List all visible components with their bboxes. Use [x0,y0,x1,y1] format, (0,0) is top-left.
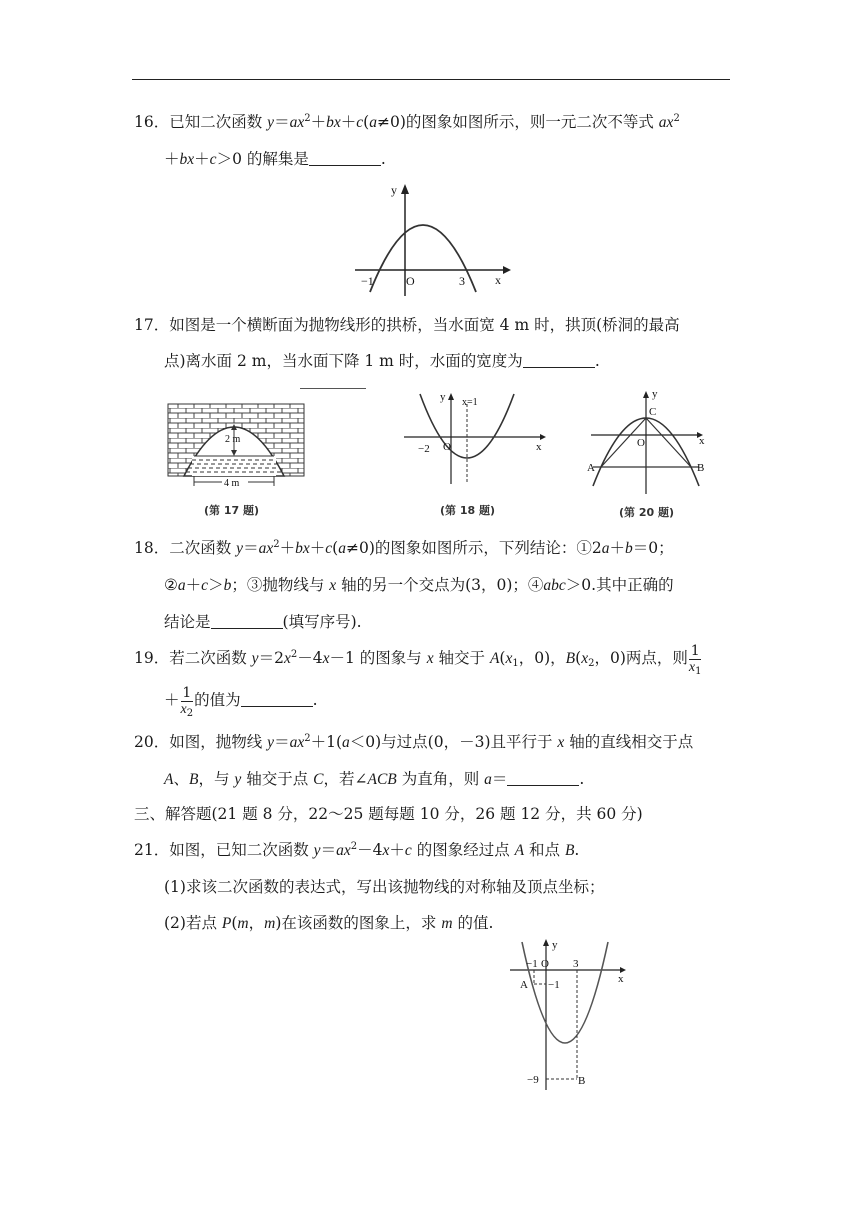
question-number: 18． [134,539,170,557]
point-b-label: B [697,462,705,474]
question-number: 20． [134,733,170,751]
point-c-label: C [649,406,657,418]
origin-label: O [637,437,645,449]
y-axis-arrow-icon [643,391,649,398]
answer-blank [241,692,313,707]
y-axis-arrow-icon [401,184,409,194]
question-number: 21． [134,841,170,859]
root-left-label: −1 [361,274,374,288]
origin-label: O [406,274,415,288]
question-number: 16． [134,113,170,131]
water-area [192,456,276,476]
question-17: 17．如图是一个横断面为抛物线形的拱桥，当水面宽 4 m 时，拱顶(桥洞的最高 点)离水面 2 m，当水面下降 1 m 时，水面的宽度为 . [134,307,734,379]
figure-20 [585,388,715,523]
height-label: 2 m [225,434,241,445]
figure-16 [345,180,515,300]
question-20: 20．如图，抛物线 $y=ax^2+1(a<0)$与过点(0，－3)且平行于 x 轴的直线相交于点 A、B，与 y 轴交于点 C，若∠ACB 为直角，则 a＝ . [134,724,734,798]
question-21: 21．如图，已知二次函数 $y=ax^2-4x+c$ 的图象经过点 A 和点 B. (1)求该二次函数的表达式，写出该抛物线的对称轴及顶点坐标； (2)若点 P(m，m)在该函数的图象上，求 m 的值. [134,832,734,942]
origin-label: O [541,958,549,970]
origin-label: O [443,441,451,453]
point-a-label: A [520,979,528,991]
point-a-label: A [587,462,595,474]
tick-3-label: 3 [573,958,579,970]
y-label: y [552,939,558,951]
x-label: x [495,273,501,287]
y-label: y [391,183,397,197]
figure-caption: (第 20 题) [619,506,675,519]
figure-21 [508,938,638,1093]
answer-blank [507,771,579,786]
x-label: x [618,973,624,985]
width-label: 4 m [224,478,240,489]
x-axis-arrow-icon [503,266,511,274]
y-label: y [440,391,446,403]
answer-blank [523,353,595,368]
x-label: x [699,435,705,447]
x-label: x [536,441,542,453]
figure-18 [400,392,550,522]
point-b-label: B [578,1075,586,1087]
figure-caption: (第 18 题) [440,504,496,517]
section-heading: 三、解答题(21 题 8 分，22～25 题每题 10 分，26 题 12 分，共 60 分) [134,805,643,823]
y-label: y [652,388,658,400]
x-axis-arrow-icon [540,434,546,440]
answer-blank [211,614,283,629]
figure-17 [166,398,306,528]
question-number: 17． [134,316,170,334]
root-label: −2 [418,443,430,455]
question-18: 18．二次函数 $y=ax^2+bx+c(a\ne 0)$的图象如图所示，下列结论：①2a＋b＝0； ②a＋c＞b；③抛物线与 x 轴的另一个交点为(3，0)；④abc＞0.其中正确的 结论是 (填写序号). [134,530,734,640]
short-rule [300,388,366,389]
question-16: 16．已知二次函数 $y=ax^2+bx+c(a\ne 0)$的图象如图所示，则一元二次不等式 $ax^2$ ＋bx＋c＞0 的解集是 . [134,104,734,178]
tick-neg1-label: −1 [526,958,538,970]
figure-caption: (第 17 题) [204,504,260,517]
question-21-part-1: (1)求该二次函数的表达式，写出该抛物线的对称轴及顶点坐标； [164,878,605,896]
y-axis-arrow-icon [448,393,454,400]
question-number: 19． [134,649,170,667]
y-axis-arrow-icon [543,939,549,946]
question-19: 19．若二次函数 $y=2x^2-4x-1$ 的图象与 x 轴交于 $A(x_1$，0)，$B(x_2$，0)两点，则 $\frac{1}{x_1}$ ＋ $\frac{1}{x_2}$ 的值为 . [134,640,734,723]
question-21-part-2: (2)若点 P(m，m)在该函数的图象上，求 m 的值. [164,914,494,932]
segment-cb [646,418,691,467]
symmetry-label: x=1 [462,397,478,408]
answer-blank [309,151,381,166]
header-rule [132,79,730,80]
y-neg1-label: −1 [548,979,560,991]
y-neg9-label: −9 [527,1074,539,1086]
root-right-label: 3 [459,274,465,288]
